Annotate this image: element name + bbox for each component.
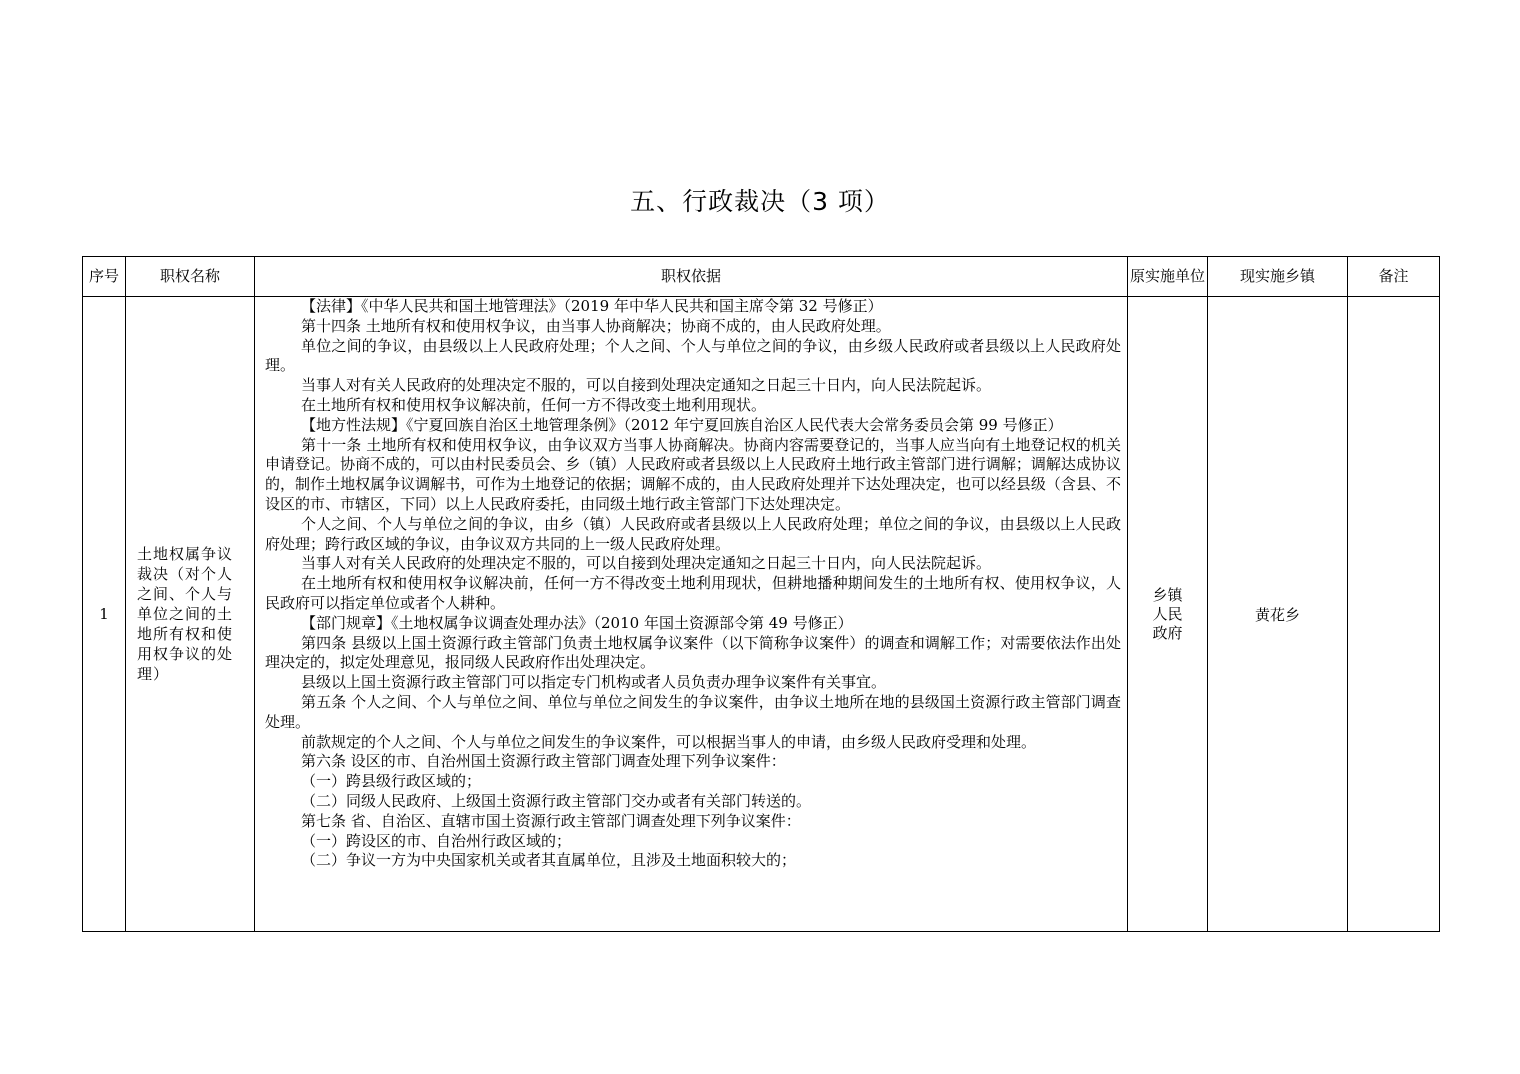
basis-paragraph: 第十四条 土地所有权和使用权争议，由当事人协商解决；协商不成的，由人民政府处理。 <box>301 316 891 335</box>
basis-paragraph: 当事人对有关人民政府的处理决定不服的，可以自接到处理决定通知之日起三十日内，向人民法院起诉。 <box>301 554 992 573</box>
basis-paragraph: （二）同级人民政府、上级国土资源行政主管部门交办或者有关部门转送的。 <box>301 791 812 810</box>
cell-authority-basis <box>255 297 1128 932</box>
basis-paragraph: 【部门规章】《土地权属争议调查处理办法》（2010 年国土资源部令第 49 号修正） <box>301 613 853 632</box>
basis-paragraph: 在土地所有权和使用权争议解决前，任何一方不得改变土地利用现状。 <box>301 395 767 414</box>
header-serial-number: 序号 <box>83 257 126 297</box>
basis-paragraph: （一）跨设区的市、自治州行政区域的； <box>301 831 572 850</box>
cell-authority-name: 土地权属争议裁决（对个人之间、个人与单位之间的土地所有权和使用权争议的处理） <box>126 297 255 932</box>
original-unit-line: 政府 <box>1152 623 1183 642</box>
basis-paragraph: 县级以上国土资源行政主管部门可以指定专门机构或者人员负责办理争议案件有关事宜。 <box>301 673 887 692</box>
basis-paragraph: （二）争议一方为中央国家机关或者其直属单位，且涉及土地面积较大的； <box>301 851 797 870</box>
basis-text <box>265 297 1121 931</box>
header-authority-name: 职权名称 <box>126 257 255 297</box>
basis-paragraph: 第七条 省、自治区、直辖市国土资源行政主管部门调查处理下列争议案件： <box>301 811 801 830</box>
page-title: 五、行政裁决（3 项） <box>630 187 890 216</box>
basis-paragraph: 第五条 个人之间、个人与单位之间、单位与单位之间发生的争议案件，由争议土地所在地的县级国土资源行政主管部门调查处理。 <box>265 692 1121 731</box>
authority-table <box>82 256 1440 932</box>
basis-paragraph: 前款规定的个人之间、个人与单位之间发生的争议案件，可以根据当事人的申请，由乡级人民政府受理和处理。 <box>301 732 1037 751</box>
basis-paragraph: 第十一条 土地所有权和使用权争议，由争议双方当事人协商解决。协商内容需要登记的，当事人应当向有土地登记权的机关申请登记。协商不成的，可以由村民委员会、乡（镇）人民政府或者县级以上人民政府土地行政主管部门进行调解；调解达成协议的，制作土地权属争议调解书，可作为土地登记的依据；调解不成的，由人民政府处理并下达处理决定，也可以经县级（含县、不设区的市、市辖区，下同）以上人民政府委托，由同级土地行政主管部门下达处理决定。 <box>265 435 1121 513</box>
basis-paragraph: 第四条 县级以上国土资源行政主管部门负责土地权属争议案件（以下简称争议案件）的调查和调解工作；对需要依法作出处理决定的，拟定处理意见，报同级人民政府作出处理决定。 <box>265 633 1121 672</box>
basis-paragraph: 个人之间、个人与单位之间的争议，由乡（镇）人民政府或者县级以上人民政府处理；单位之间的争议，由县级以上人民政府处理；跨行政区域的争议，由争议双方共同的上一级人民政府处理。 <box>265 514 1121 553</box>
header-authority-basis: 职权依据 <box>255 257 1128 297</box>
cell-serial-number: 1 <box>83 297 126 932</box>
basis-paragraph: （一）跨县级行政区域的； <box>301 772 482 791</box>
header-original-unit: 原实施单位 <box>1128 257 1208 297</box>
basis-paragraph: 第六条 设区的市、自治州国土资源行政主管部门调查处理下列争议案件： <box>301 752 786 771</box>
cell-original-unit <box>1128 297 1208 932</box>
basis-paragraph: 单位之间的争议，由县级以上人民政府处理；个人之间、个人与单位之间的争议，由乡级人民政府或者县级以上人民政府处理。 <box>265 336 1121 375</box>
table-row <box>83 297 1440 932</box>
original-unit-line: 人民 <box>1152 604 1183 623</box>
original-unit-line: 乡镇 <box>1152 585 1183 604</box>
basis-paragraph: 在土地所有权和使用权争议解决前，任何一方不得改变土地利用现状，但耕地播种期间发生的土地所有权、使用权争议，人民政府可以指定单位或者个人耕种。 <box>265 574 1121 612</box>
basis-paragraph: 【地方性法规】《宁夏回族自治区土地管理条例》（2012 年宁夏回族自治区人民代表大会常务委员会第 99 号修正） <box>301 415 1063 434</box>
cell-current-town: 黄花乡 <box>1208 297 1348 932</box>
table-header-row <box>83 257 1440 297</box>
header-current-town: 现实施乡镇 <box>1208 257 1348 297</box>
basis-paragraph: 【法律】《中华人民共和国土地管理法》（2019 年中华人民共和国主席令第 32 号修正） <box>301 297 883 315</box>
cell-note <box>1348 297 1440 932</box>
header-note: 备注 <box>1348 257 1440 297</box>
basis-paragraph: 当事人对有关人民政府的处理决定不服的，可以自接到处理决定通知之日起三十日内，向人民法院起诉。 <box>301 376 992 395</box>
